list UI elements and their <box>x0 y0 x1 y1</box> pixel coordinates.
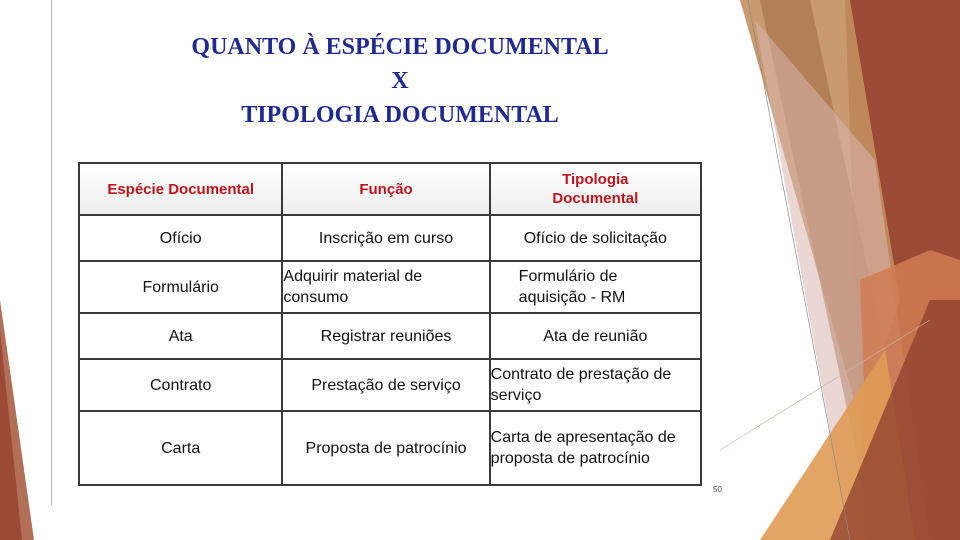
cell-tipologia: Ofício de solicitação <box>490 215 701 261</box>
header-tipologia: Tipologia Documental <box>490 163 701 215</box>
cell-especie: Formulário <box>79 261 282 313</box>
table-row <box>79 359 701 411</box>
left-divider-line <box>51 0 52 505</box>
cell-especie: Ata <box>79 313 282 359</box>
slide-title <box>100 30 700 132</box>
table-header-row <box>79 163 701 215</box>
title-line-1: QUANTO À ESPÉCIE DOCUMENTAL <box>191 34 609 60</box>
cell-funcao: Adquirir material de consumo <box>282 261 489 313</box>
cell-tipologia: Ata de reunião <box>490 313 701 359</box>
cell-especie: Ofício <box>79 215 282 261</box>
cell-tipologia: Formulário de aquisição - RM <box>490 261 701 313</box>
title-line-2: X <box>391 68 409 94</box>
cell-tipologia: Contrato de prestação de serviço <box>490 359 701 411</box>
cell-especie: Carta <box>79 411 282 485</box>
table-row <box>79 261 701 313</box>
header-especie: Espécie Documental <box>79 163 282 215</box>
cell-funcao: Proposta de patrocínio <box>282 411 489 485</box>
cell-funcao: Prestação de serviço <box>282 359 489 411</box>
table-row <box>79 215 701 261</box>
cell-funcao: Inscrição em curso <box>282 215 489 261</box>
document-types-table <box>78 162 702 486</box>
cell-funcao: Registrar reuniões <box>282 313 489 359</box>
header-funcao: Função <box>282 163 489 215</box>
cell-tipologia: Carta de apresentação de proposta de patrocínio <box>490 411 701 485</box>
title-line-3: TIPOLOGIA DOCUMENTAL <box>241 102 559 128</box>
page-number: 50 <box>713 485 722 494</box>
right-decoration <box>700 0 960 540</box>
table-row <box>79 411 701 485</box>
table-row <box>79 313 701 359</box>
cell-especie: Contrato <box>79 359 282 411</box>
